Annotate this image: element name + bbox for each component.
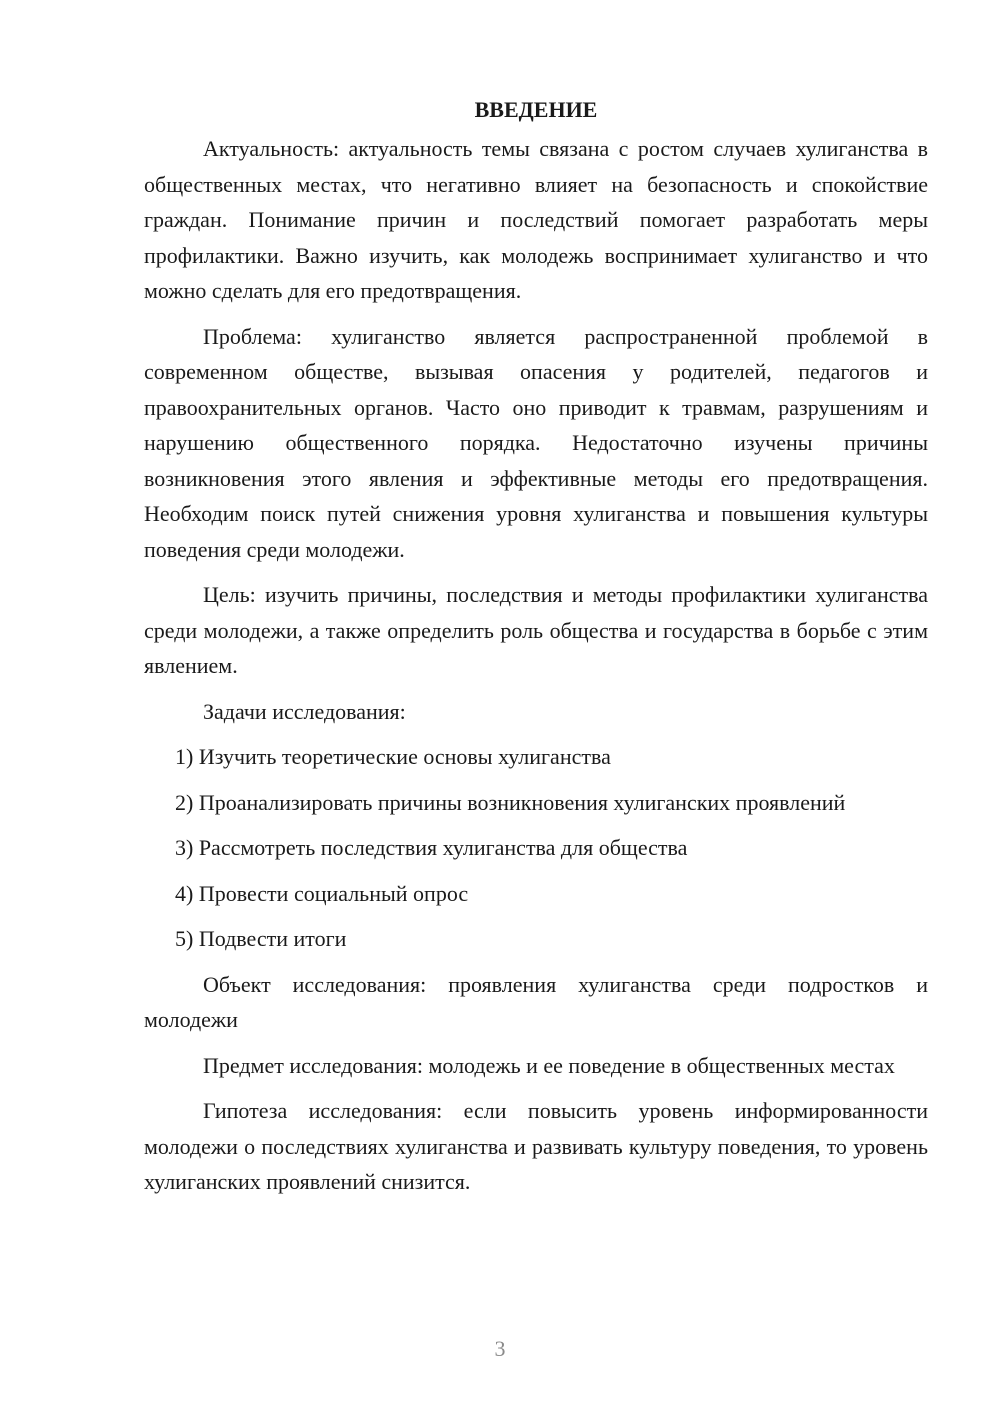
page-title: ВВЕДЕНИЕ bbox=[474, 97, 598, 122]
task-item-1: 1) Изучить теоретические основы хулиганства bbox=[175, 744, 611, 769]
paragraph-goal: Цель: изучить причины, последствия и методы профилактики хулиганства среди молодежи, а также определить роль общества и государства в борьбе с этим явлением. bbox=[144, 582, 928, 678]
task-item-4: 4) Провести социальный опрос bbox=[175, 880, 469, 906]
paragraph-hypothesis: Гипотеза исследования: если повысить уровень информированности молодежи о последствиях хулиганства и развивать культуру поведения, то уровень хулиганских проявлений снизится. bbox=[144, 1098, 928, 1194]
paragraph-object: Объект исследования: проявления хулиганства среди подростков и молодежи bbox=[144, 971, 928, 1032]
task-item-3: 3) Рассмотреть последствия хулиганства для общества bbox=[175, 835, 688, 860]
document-page bbox=[144, 92, 928, 1210]
task-item-2: 2) Проанализировать причины возникновения хулиганских проявлений bbox=[175, 789, 846, 815]
task-item-5: 5) Подвести итоги bbox=[175, 926, 347, 951]
paragraph-subject: Предмет исследования: молодежь и ее поведение в общественных местах bbox=[203, 1052, 895, 1078]
paragraph-problem: Проблема: хулиганство является распространенной проблемой в современном обществе, вызывая опасения у родителей, педагогов и правоохранительных органов. Часто оно приводит к травмам, разрушениям и нарушению общественного порядка. Недостаточно изучены причины возникновения этого явления и эффективные методы его предотвращения. Необходим поиск путей снижения уровня хулиганства и повышения культуры поведения среди молодежи. bbox=[144, 323, 928, 562]
page-number: 3 bbox=[494, 1336, 506, 1361]
tasks-heading: Задачи исследования: bbox=[203, 698, 406, 724]
paragraph-relevance: Актуальность: актуальность темы связана с ростом случаев хулиганства в общественных местах, что негативно влияет на безопасность и спокойствие граждан. Понимание причин и последствий помогает разработать меры профилактики. Важно изучить, как молодежь воспринимает хулиганство и что можно сделать для его предотвращения. bbox=[144, 136, 928, 303]
